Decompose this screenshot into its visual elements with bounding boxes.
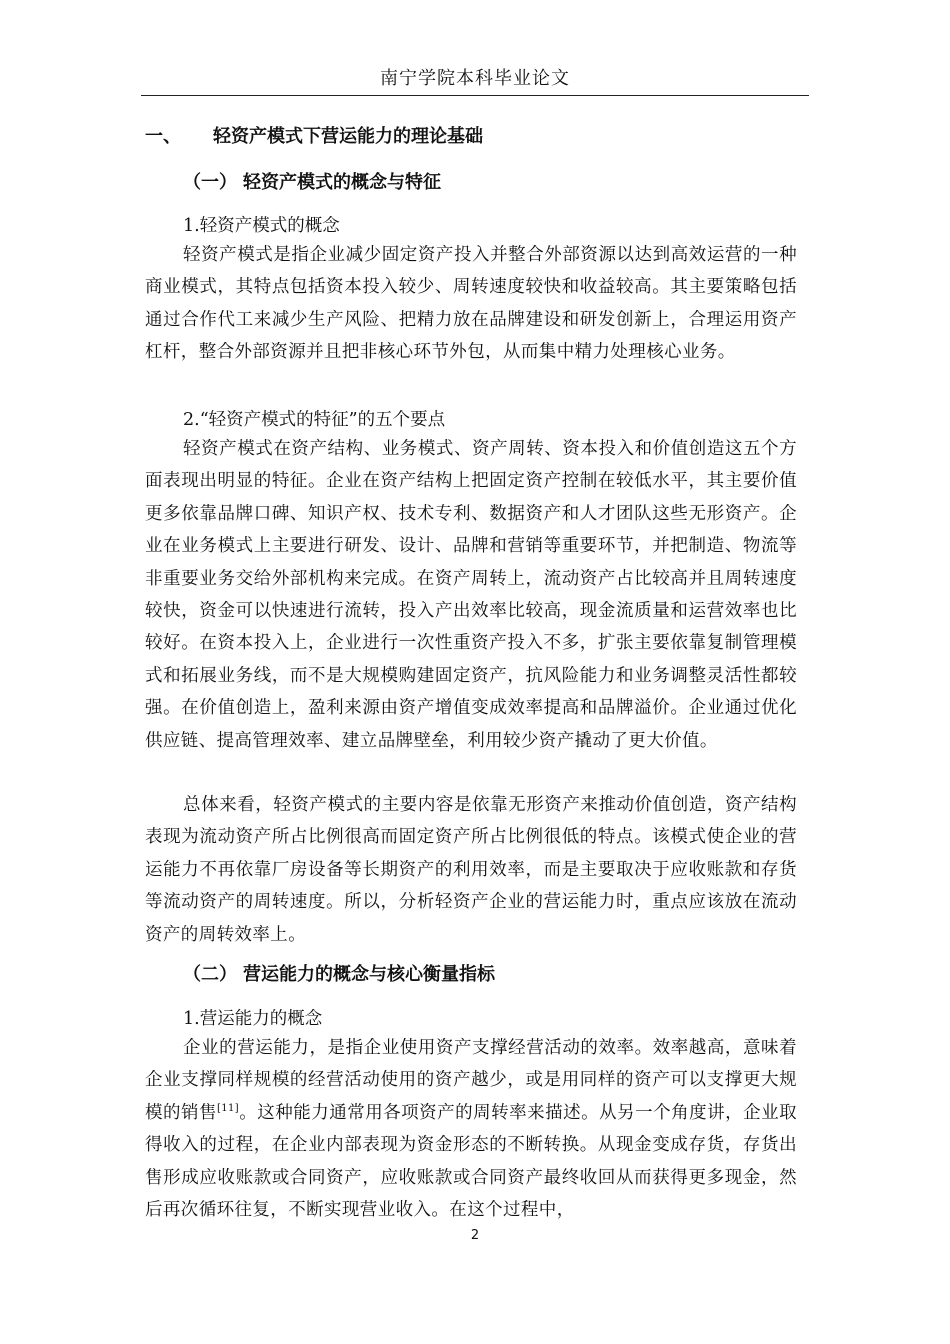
paragraph: 轻资产模式是指企业减少固定资产投入并整合外部资源以达到高效运营的一种商业模式，其特点包括资本投入较少、周转速度较快和收益较高。其主要策略包括通过合作代工来减少生产风险、把精力放在品牌建设和研发创新上，合理运用资产杠杆，整合外部资源并且把非核心环节外包，从而集中精力处理核心业务。 — [145, 245, 797, 363]
subsection-title: 轻资产模式的概念与特征 — [243, 172, 441, 193]
subsection-title: 营运能力的概念与核心衡量指标 — [243, 964, 495, 985]
citation-reference: [11] — [216, 1102, 240, 1114]
subsection-heading-1 — [183, 168, 441, 194]
subsection-heading-2 — [183, 960, 495, 986]
paragraph: 轻资产模式在资产结构、业务模式、资产周转、资本投入和价值创造这五个方面表现出明显的特征。企业在资产结构上把固定资产控制在较低水平，其主要价值更多依靠品牌口碑、知识产权、技术专利、数据资产和人才团队这些无形资产。企业在业务模式上主要进行研发、设计、品牌和营销等重要环节，并把制造、物流等非重要业务交给外部机构来完成。在资产周转上，流动资产占比较高并且周转速度较快，资金可以快速进行流转，投入产出效率比较高，现金流质量和运营效率也比较好。在资本投入上，企业进行一次性重资产投入不多，扩张主要依靠复制管理模式和拓展业务线，而不是大规模购建固定资产，抗风险能力和业务调整灵活性都较强。在价值创造上，盈利来源由资产增值变成效率提高和品牌溢价。企业通过优化供应链、提高管理效率、建立品牌壁垒，利用较少资产撬动了更大价值。 — [145, 439, 797, 751]
paragraph: 总体来看，轻资产模式的主要内容是依靠无形资产来推动价值创造，资产结构表现为流动资产所占比例很高而固定资产所占比例很低的特点。该模式使企业的营运能力不再依靠厂房设备等长期资产的利用效率，而是主要取决于应收账款和存货等流动资产的周转速度。所以，分析轻资产企业的营运能力时，重点应该放在流动资产的周转效率上。 — [145, 795, 797, 945]
paragraph — [145, 1032, 797, 1226]
section-title: 轻资产模式下营运能力的理论基础 — [213, 126, 483, 147]
paragraph-text: 企业的营运能力，是指企业使用资产支撑经营活动的效率。效率越高，意味着企业支撑同样规模的经营活动使用的资产越少，或是用同样的资产可以支撑更大规模的销售 — [145, 1038, 797, 1123]
item-heading: 2.“轻资产模式的特征”的五个要点 — [183, 410, 446, 430]
section-number: 一、 — [145, 126, 181, 147]
header-title: 南宁学院本科毕业论文 — [380, 68, 570, 89]
subsection-number: （一） — [183, 172, 237, 193]
page-number: 2 — [470, 1228, 480, 1243]
item-heading: 1.轻资产模式的概念 — [183, 216, 340, 236]
subsection-number: （二） — [183, 964, 237, 985]
section-heading-1 — [145, 122, 483, 148]
header-divider — [141, 95, 809, 96]
paragraph-text: 。这种能力通常用各项资产的周转率来描述。从另一个角度讲，企业取得收入的过程，在企业内部表现为资金形态的不断转换。从现金变成存货，存货出售形成应收账款或合同资产，应收账款或合同资产最终收回从而获得更多现金，然后再次循环往复，不断实现营业收入。在这个过程中， — [145, 1102, 797, 1221]
item-heading: 1.营运能力的概念 — [183, 1009, 323, 1029]
